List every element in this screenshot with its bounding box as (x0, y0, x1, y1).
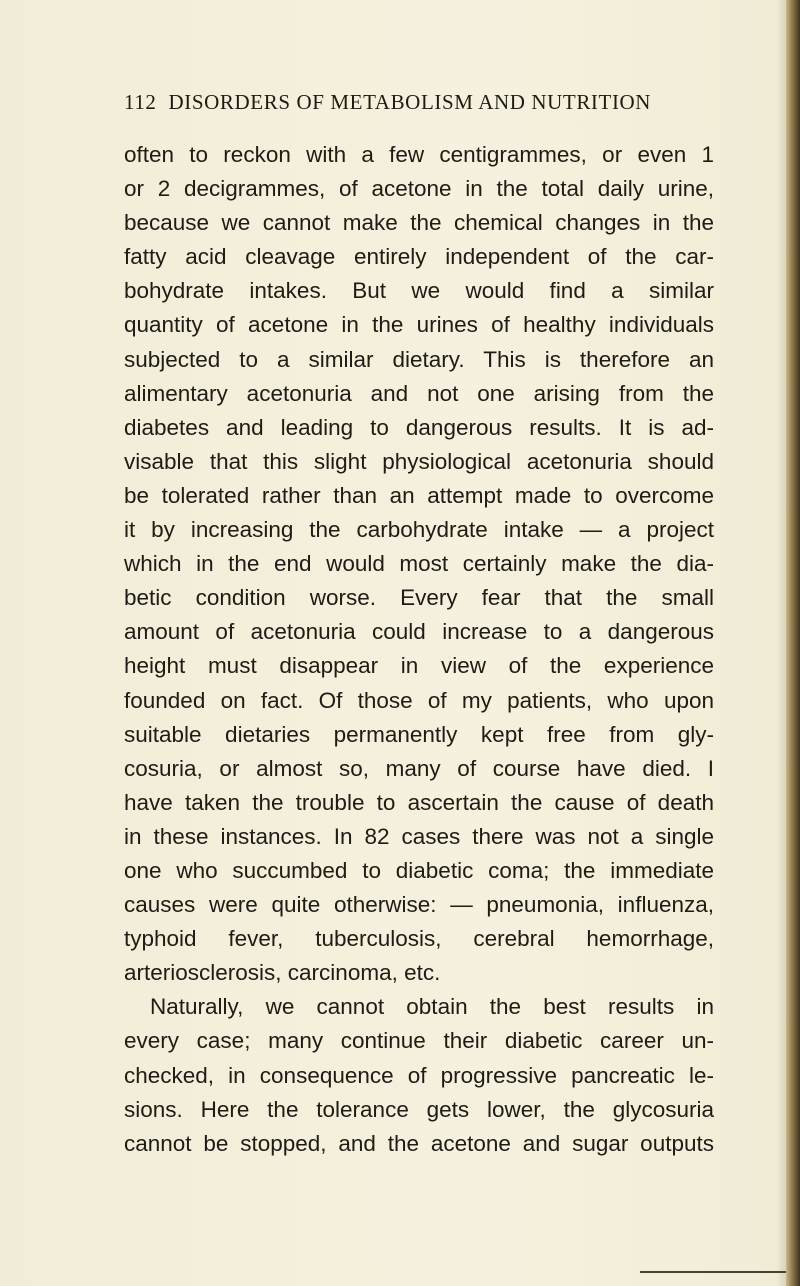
text-line: or 2 decigrammes, of acetone in the total daily urine, (124, 176, 714, 202)
text-line: diabetes and leading to dangerous results. It is ad- (124, 414, 714, 440)
text-line: be tolerated rather than an attempt made to overcome (124, 482, 714, 508)
text-line: have taken the trouble to ascertain the cause of death (124, 789, 714, 815)
text-line: sions. Here the tolerance gets lower, the glycosuria (124, 1096, 714, 1122)
text-line: fatty acid cleavage entirely independent of the car- (124, 244, 714, 270)
binding-shadow (776, 0, 786, 1286)
text-line: bohydrate intakes. But we would find a similar (124, 278, 714, 304)
text-line: betic condition worse. Every fear that the small (124, 585, 714, 611)
text-line: one who succumbed to diabetic coma; the immediate (124, 857, 714, 883)
text-line: cosuria, or almost so, many of course have died. I (124, 755, 714, 781)
text-line: founded on fact. Of those of my patients, who upon (124, 687, 714, 713)
text-line: alimentary acetonuria and not one arising from the (124, 380, 714, 406)
text-line: often to reckon with a few centigrammes, or even 1 (124, 142, 714, 167)
body-text (124, 138, 714, 1161)
text-line: in these instances. In 82 cases there was not a single (124, 823, 714, 849)
page-number: 112 (124, 90, 157, 114)
text-line: quantity of acetone in the urines of healthy individuals (124, 312, 714, 338)
running-header (124, 90, 724, 115)
text-line: cannot be stopped, and the acetone and sugar outputs (124, 1130, 714, 1156)
text-line: height must disappear in view of the experience (124, 653, 714, 679)
text-line: amount of acetonuria could increase to a dangerous (124, 619, 714, 645)
text-line: checked, in consequence of progressive pancreatic le- (124, 1062, 714, 1088)
text-line: visable that this slight physiological acetonuria should (124, 448, 714, 474)
text-line: typhoid fever, tuberculosis, cerebral hemorrhage, (124, 926, 714, 952)
text-line: every case; many continue their diabetic career un- (124, 1028, 714, 1054)
running-title: DISORDERS OF METABOLISM AND NUTRITION (168, 90, 652, 114)
text-line: subjected to a similar dietary. This is therefore an (124, 346, 714, 372)
paragraph-start-line: Naturally, we cannot obtain the best results in (150, 994, 714, 1020)
text-line: suitable dietaries permanently kept free from gly- (124, 721, 714, 747)
text-line: causes were quite otherwise: — pneumonia, influenza, (124, 892, 714, 918)
text-line: it by increasing the carbohydrate intake — a project (124, 517, 714, 543)
paragraph-end-line: arteriosclerosis, carcinoma, etc. (124, 960, 441, 986)
text-line: because we cannot make the chemical changes in the (124, 210, 714, 236)
page-edge-line (640, 1271, 786, 1273)
page-binding-edge (786, 0, 800, 1286)
text-line: which in the end would most certainly make the dia- (124, 551, 714, 577)
